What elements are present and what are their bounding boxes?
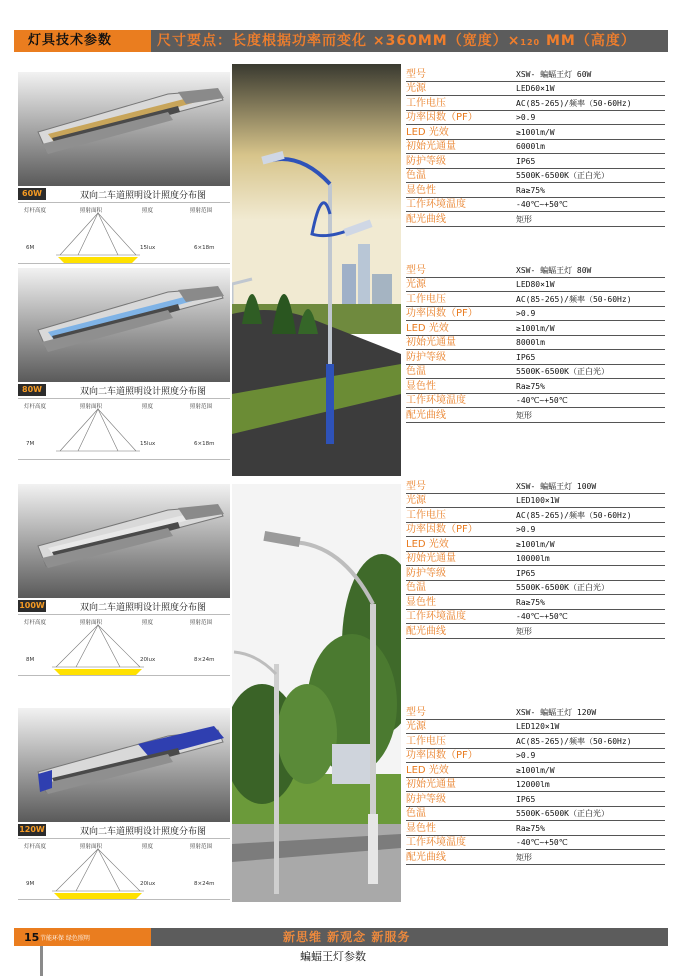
diagram-caption: 双向二车道照明设计照度分布图 [80,386,207,397]
spec-row [406,610,665,625]
spec-value: XSW- 蝙蝠王灯 80W [516,265,592,275]
spec-label: 功率因数（PF） [406,308,478,319]
diagram-pole-height: 9M [26,881,35,887]
spec-value: 10000lm [516,554,550,563]
spec-value: IP65 [516,352,536,362]
spec-label: 色温 [406,582,426,593]
diagram-col-pole-height: 灯杆高度 [24,208,47,214]
spec-value: 5500K-6500K（正白光） [516,367,609,376]
spec-row [406,763,665,778]
spec-row [406,705,665,720]
lamp-photo-120w [18,708,230,822]
spec-value: Ra≥75% [516,185,545,195]
spec-table-80w [406,263,665,423]
diagram-lux: 15lux [140,441,156,447]
power-badge: 80W [18,384,46,396]
spec-value: AC(85-265)/频率（50-60Hz) [516,294,632,304]
spec-value: 5500K-6500K（正白光） [516,583,609,592]
illumination-diagram-80w [18,398,230,460]
spec-value: 矩形 [516,852,532,862]
spec-row [406,379,665,394]
spec-row [406,394,665,409]
diagram-col-area: 照射面积 [80,844,103,850]
lamp-photo-60w [18,72,230,186]
spec-row [406,336,665,351]
spec-label: LED 光效 [406,538,449,550]
spec-value: -40℃~+50℃ [516,612,568,621]
diagram-col-range: 照射范围 [190,404,213,410]
page-number: 15 [24,930,40,944]
spec-value: LED100×1W [516,496,560,505]
spec-row [406,552,665,567]
spec-table-60w [406,67,665,227]
spec-row [406,734,665,749]
spec-value: -40℃~+50℃ [516,200,568,209]
spec-label: 防护等级 [406,351,446,363]
spec-label: 初始光通量 [406,141,456,152]
street-photo-day [232,484,401,902]
diagram-caption: 双向二车道照明设计照度分布图 [80,602,207,613]
spec-row [406,508,665,523]
spec-row [406,321,665,336]
footer-subtitle: 蝙蝠王灯参数 [300,950,366,963]
illumination-diagram-120w [18,838,230,900]
power-row-80w [18,382,230,398]
spec-label: 防护等级 [406,793,446,805]
lamp-photo-80w [18,268,230,382]
diagram-col-lux: 照度 [142,404,154,410]
spec-label: 功率因数（PF） [406,750,478,761]
spec-table-100w [406,479,665,639]
diagram-lux: 15lux [140,245,156,251]
spec-label: 工作环境温度 [406,837,466,848]
spec-row [406,720,665,735]
page-header [14,30,668,52]
diagram-pole-height: 6M [26,245,35,251]
light-cone-graphic [48,407,148,459]
spec-value: >0.9 [516,525,536,534]
spec-value: >0.9 [516,309,536,318]
spec-row [406,140,665,155]
spec-value: ≥100lm/W [516,539,555,549]
spec-label: LED 光效 [406,322,449,334]
spec-label: 初始光通量 [406,779,456,790]
power-badge: 60W [18,188,46,200]
spec-row [406,365,665,380]
spec-value: >0.9 [516,113,536,122]
header-dimensions [151,30,668,52]
spec-value: -40℃~+50℃ [516,396,568,405]
spec-row [406,111,665,126]
diagram-col-lux: 照度 [142,844,154,850]
spec-value: 8000lm [516,338,545,347]
light-cone-graphic [48,847,148,899]
illumination-diagram-60w [18,202,230,264]
spec-label: 光源 [406,495,426,506]
spec-value: ≥100lm/W [516,323,555,333]
spec-label: 显色性 [406,822,436,834]
footer-divider [40,946,43,976]
spec-label: 工作电压 [406,293,446,305]
spec-row [406,307,665,322]
spec-row [406,749,665,764]
diagram-col-range: 照射范围 [190,208,213,214]
spec-label: 配光曲线 [406,851,446,863]
diagram-range: 8×24m [194,881,215,887]
spec-row [406,494,665,509]
spec-row [406,278,665,293]
lamp-photo-100w [18,484,230,598]
spec-value: AC(85-265)/频率（50-60Hz) [516,736,632,746]
spec-value: LED60×1W [516,84,555,93]
diagram-col-lux: 照度 [142,208,154,214]
spec-label: 防护等级 [406,567,446,579]
spec-value: Ra≥75% [516,823,545,833]
spec-row [406,624,665,639]
diagram-caption: 双向二车道照明设计照度分布图 [80,826,207,837]
spec-label: 工作环境温度 [406,395,466,406]
spec-label: 显色性 [406,184,436,196]
light-cone-graphic [48,623,148,675]
power-row-120w [18,822,230,838]
spec-value: XSW- 蝙蝠王灯 100W [516,481,597,491]
spec-label: 配光曲线 [406,213,446,225]
spec-value: LED120×1W [516,722,560,731]
spec-value: ≥100lm/W [516,127,555,137]
spec-label: 工作环境温度 [406,199,466,210]
spec-value: ≥100lm/W [516,765,555,775]
spec-label: 工作电压 [406,509,446,521]
spec-value: XSW- 蝙蝠王灯 120W [516,707,597,717]
spec-label: 色温 [406,808,426,819]
spec-label: 型号 [406,706,426,718]
spec-value: 矩形 [516,410,532,420]
spec-label: 型号 [406,264,426,276]
spec-row [406,350,665,365]
spec-value: 5500K-6500K（正白光） [516,809,609,818]
spec-row [406,807,665,822]
spec-label: 型号 [406,68,426,80]
spec-value: -40℃~+50℃ [516,838,568,847]
spec-row [406,850,665,865]
diagram-col-area: 照射面积 [80,208,103,214]
header-dimensions-c: MM（高度） [540,33,636,49]
spec-label: LED 光效 [406,764,449,776]
spec-value: 6000lm [516,142,545,151]
spec-label: 初始光通量 [406,553,456,564]
spec-value: 12000lm [516,780,550,789]
page-footer [14,928,668,946]
diagram-col-range: 照射范围 [190,844,213,850]
spec-value: 矩形 [516,626,532,636]
spec-label: 功率因数（PF） [406,112,478,123]
header-dimensions-a: 尺寸要点：长度根据功率而变化 ×360MM（宽度）× [157,33,521,49]
diagram-col-pole-height: 灯杆高度 [24,844,47,850]
spec-row [406,154,665,169]
spec-value: IP65 [516,156,536,166]
spec-label: 配光曲线 [406,409,446,421]
spec-row [406,479,665,494]
spec-row [406,82,665,97]
spec-label: 型号 [406,480,426,492]
diagram-col-lux: 照度 [142,620,154,626]
spec-row [406,836,665,851]
spec-value: Ra≥75% [516,597,545,607]
diagram-lux: 20lux [140,881,156,887]
spec-value: 5500K-6500K（正白光） [516,171,609,180]
spec-label: 防护等级 [406,155,446,167]
spec-table-120w [406,705,665,865]
diagram-pole-height: 7M [26,441,35,447]
spec-row [406,778,665,793]
spec-row [406,408,665,423]
spec-label: 工作电压 [406,97,446,109]
power-badge: 120W [19,825,45,834]
spec-row [406,821,665,836]
spec-row [406,183,665,198]
spec-value: AC(85-265)/频率（50-60Hz) [516,510,632,520]
footer-slogan: 新思维 新观念 新服务 [151,928,668,946]
diagram-lux: 20lux [140,657,156,663]
diagram-col-area: 照射面积 [80,620,103,626]
spec-row [406,96,665,111]
spec-row [406,67,665,82]
diagram-caption: 双向二车道照明设计照度分布图 [80,190,207,201]
diagram-col-pole-height: 灯杆高度 [24,404,47,410]
diagram-range: 6×18m [194,441,215,447]
spec-row [406,566,665,581]
spec-value: Ra≥75% [516,381,545,391]
spec-row [406,169,665,184]
illumination-diagram-100w [18,614,230,676]
spec-row [406,792,665,807]
street-photo-night [232,64,401,476]
power-row-60w [18,186,230,202]
spec-row [406,198,665,213]
spec-value: IP65 [516,568,536,578]
spec-row [406,595,665,610]
spec-value: XSW- 蝙蝠王灯 60W [516,69,592,79]
diagram-pole-height: 8M [26,657,35,663]
diagram-range: 8×24m [194,657,215,663]
header-title: 灯具技术参数 [14,30,151,52]
spec-value: AC(85-265)/频率（50-60Hz) [516,98,632,108]
spec-row [406,263,665,278]
footer-left [14,928,151,946]
spec-label: 光源 [406,279,426,290]
diagram-range: 6×18m [194,245,215,251]
footer-tagline: 节能环保 绿色照明 [40,934,90,942]
spec-label: 初始光通量 [406,337,456,348]
diagram-col-pole-height: 灯杆高度 [24,620,47,626]
spec-label: 显色性 [406,596,436,608]
spec-label: 工作环境温度 [406,611,466,622]
spec-label: 显色性 [406,380,436,392]
spec-value: >0.9 [516,751,536,760]
spec-value: LED80×1W [516,280,555,289]
spec-label: 色温 [406,170,426,181]
spec-label: 工作电压 [406,735,446,747]
spec-row [406,212,665,227]
spec-value: 矩形 [516,214,532,224]
spec-row [406,537,665,552]
spec-value: IP65 [516,794,536,804]
spec-label: 色温 [406,366,426,377]
spec-label: 配光曲线 [406,625,446,637]
spec-row [406,523,665,538]
spec-row [406,581,665,596]
diagram-col-area: 照射面积 [80,404,103,410]
header-dimensions-height: 120 [520,38,541,47]
spec-label: 光源 [406,721,426,732]
power-badge: 100W [19,601,45,610]
spec-label: LED 光效 [406,126,449,138]
diagram-col-range: 照射范围 [190,620,213,626]
power-row-100w [18,598,230,614]
spec-label: 功率因数（PF） [406,524,478,535]
light-cone-graphic [48,211,148,263]
spec-row [406,292,665,307]
spec-label: 光源 [406,83,426,94]
spec-row [406,125,665,140]
